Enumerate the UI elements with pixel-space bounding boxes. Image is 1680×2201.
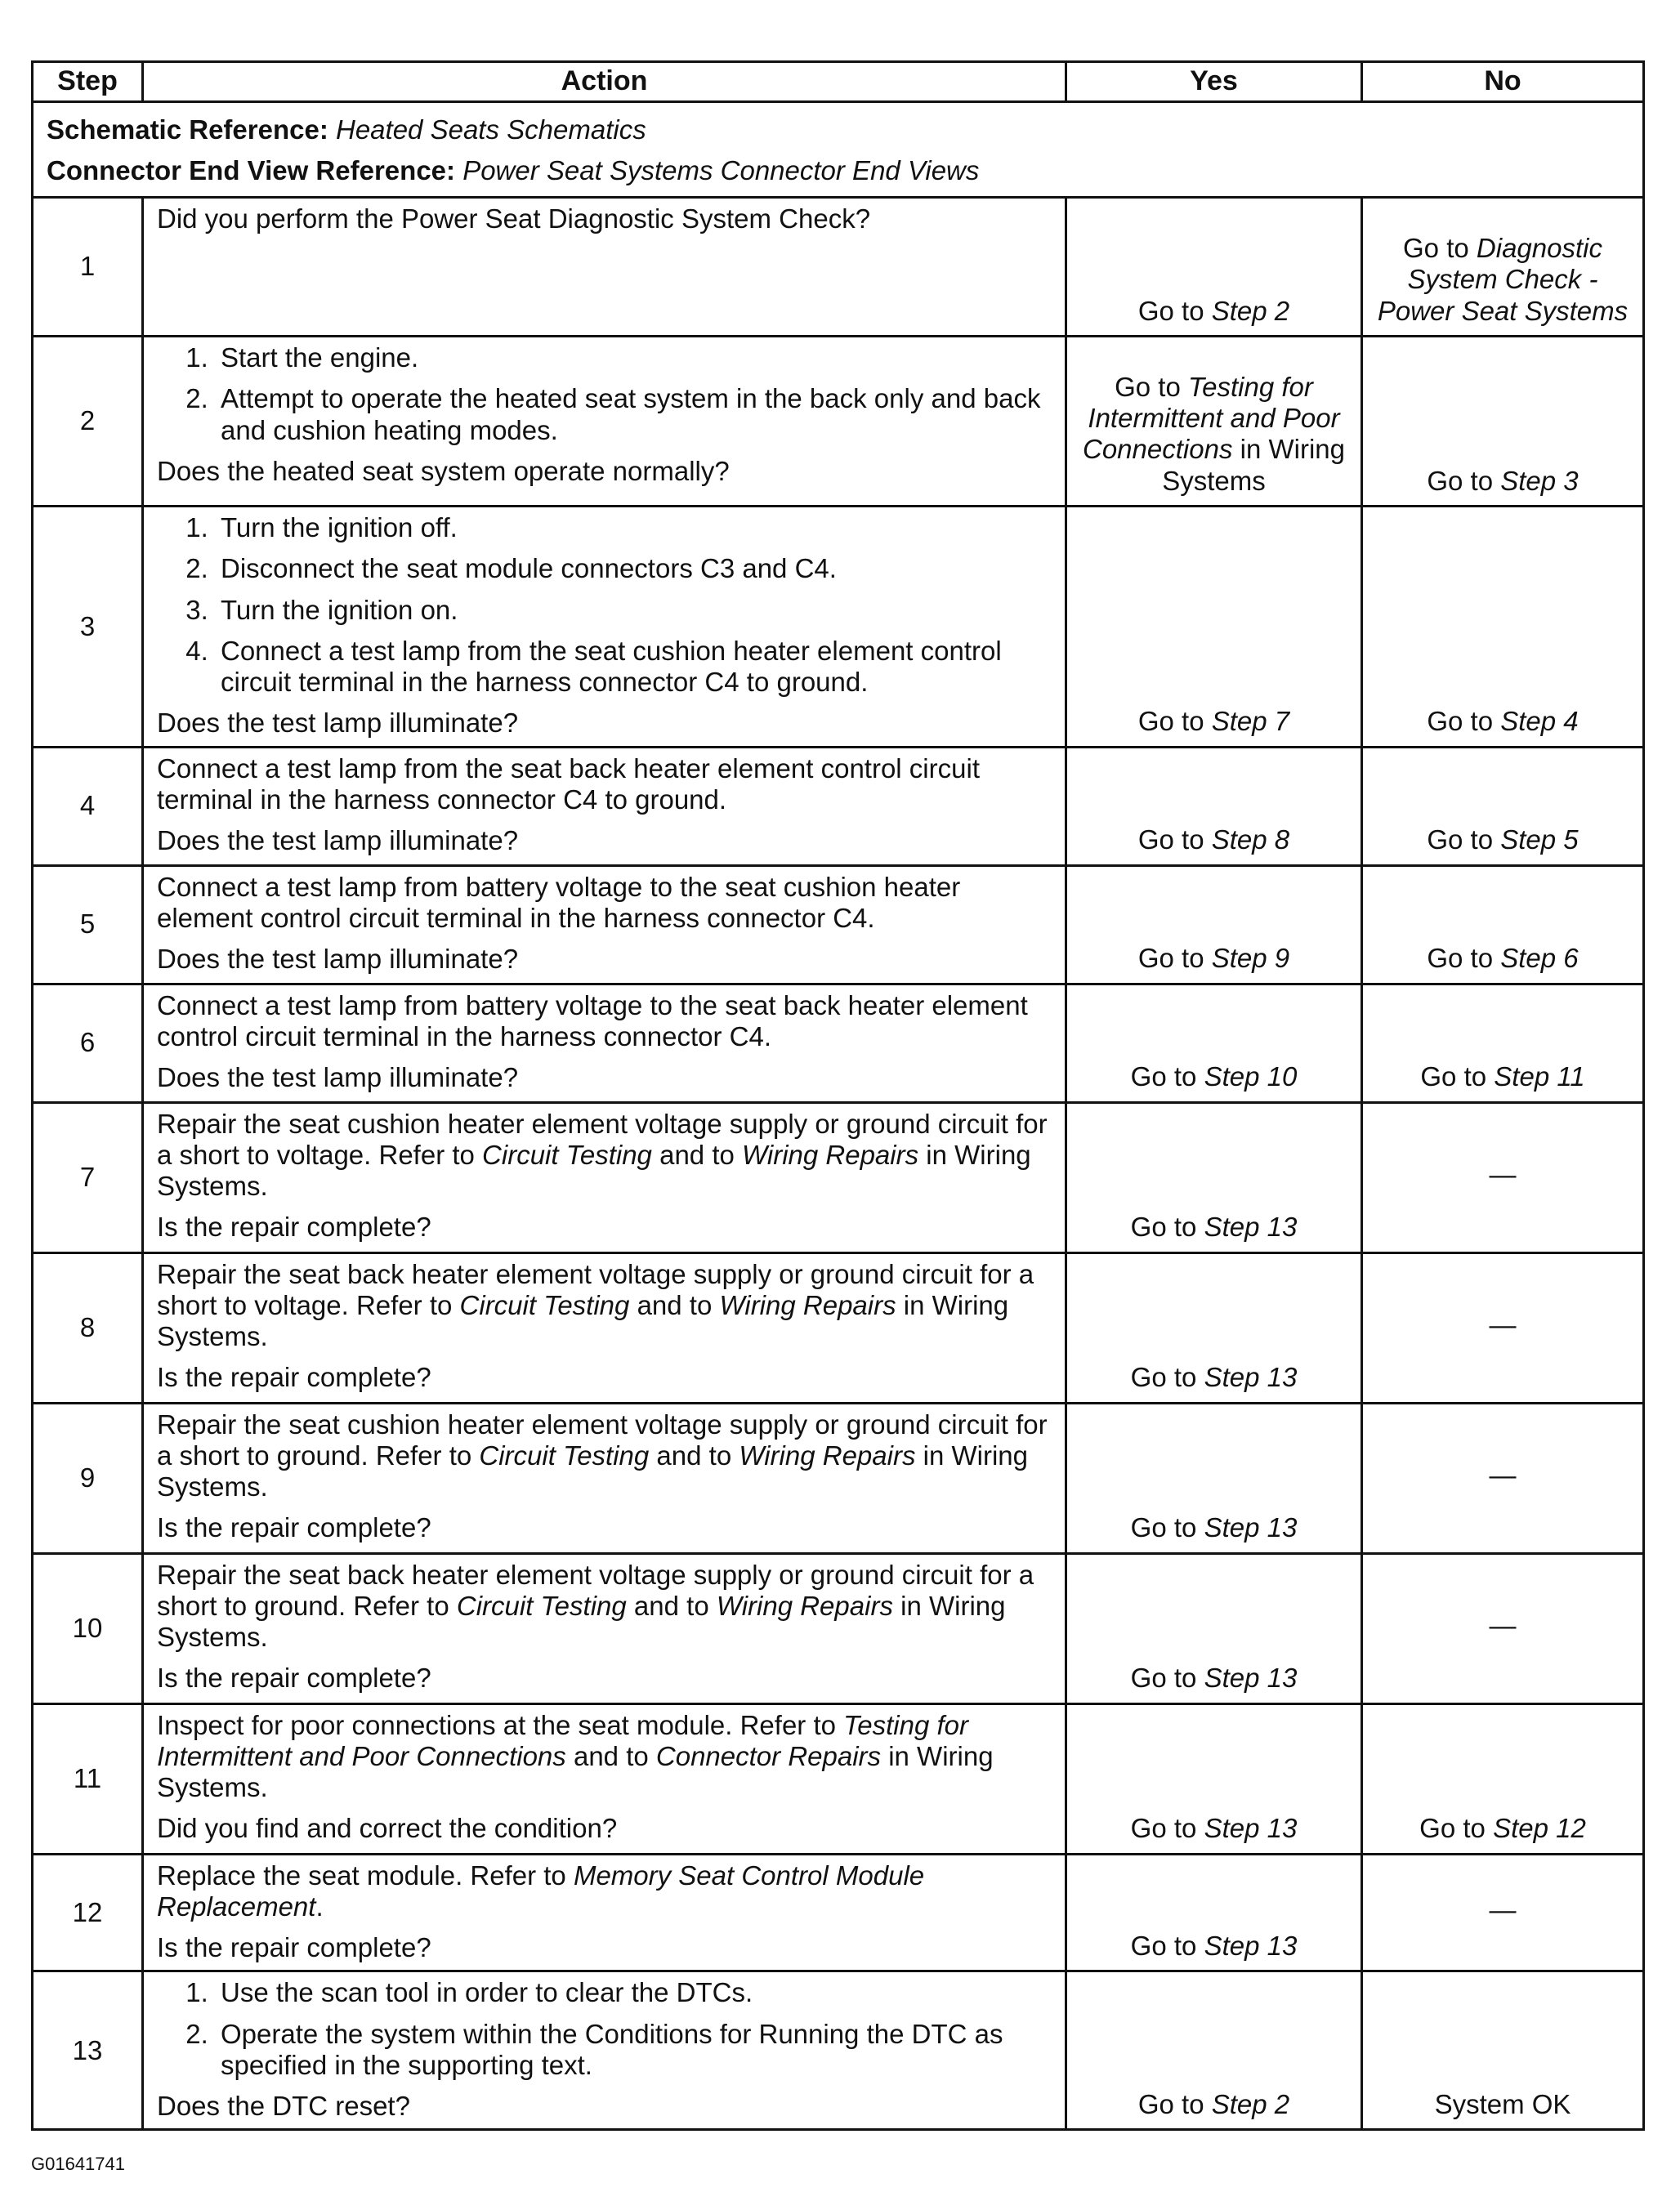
reference-link[interactable]: Circuit Testing [479,1440,650,1471]
action-cell [143,1252,1066,1403]
reference-link[interactable]: Step 6 [1500,943,1579,974]
text-run: Does the test lamp illuminate? [157,944,519,975]
header-action: Action [143,62,1066,102]
text-run: in Wiring Systems. [157,1289,1009,1352]
action-question [157,1062,1052,1093]
yes-outcome-text [1074,372,1354,497]
yes-outcome-text [1074,296,1354,327]
action-cell [143,1553,1066,1703]
text-run: Go to [1130,1663,1204,1694]
action-steps-list [157,512,1052,698]
action-cell [143,747,1066,865]
yes-outcome-text [1074,1512,1354,1543]
step-number: 11 [33,1703,143,1854]
reference-link[interactable]: Step 11 [1494,1061,1585,1092]
no-outcome [1362,507,1644,748]
yes-outcome-text [1074,1362,1354,1393]
action-instruction [157,1710,1052,1804]
text-run: Is the repair complete? [157,1512,431,1543]
action-question [157,1362,1052,1393]
action-cell [143,1854,1066,1971]
no-outcome [1362,747,1644,865]
text-run: Did you perform the Power Seat Diagnostic System Check? [157,203,871,234]
reference-link[interactable]: Circuit Testing [482,1139,652,1170]
action-question [157,2091,1052,2122]
text-run: Go to [1420,1061,1495,1092]
reference-link[interactable]: Step 13 [1204,1813,1298,1844]
no-outcome-text [1369,233,1636,327]
action-cell [143,1971,1066,2130]
text-run: Connect a test lamp from battery voltage to the seat back heater element control circuit terminal in the harness connector C4. [157,989,1028,1051]
no-action-dash: — [1489,1894,1517,1925]
action-question [157,708,1052,739]
text-run: Connect a test lamp from the seat back heater element control circuit terminal in the harness connector C4 to ground. [157,752,980,815]
text-run: Go to [1137,706,1212,737]
yes-outcome [1066,1102,1362,1252]
yes-outcome-text [1074,2089,1354,2120]
text-run: and to [651,1139,743,1170]
yes-outcome [1066,507,1362,748]
yes-outcome [1066,1553,1362,1703]
schematic-reference-link[interactable]: Heated Seats Schematics [336,114,646,145]
yes-outcome-text [1074,1663,1354,1694]
reference-link[interactable]: Wiring Repairs [742,1139,919,1170]
action-instruction [157,1560,1052,1654]
action-instruction [157,753,1052,816]
reference-link[interactable]: Step 2 [1211,2089,1290,2120]
no-outcome-text [1369,466,1636,497]
reference-link[interactable]: Step 7 [1211,706,1290,737]
reference-link[interactable]: Diagnostic System Check - Power Seat Systems [1377,233,1629,326]
step-number: 4 [33,747,143,865]
table-row [33,1703,1644,1854]
text-run: Repair the seat cushion heater element voltage supply or ground circuit for a short to voltage. Refer to [157,1108,1048,1170]
action-question [157,1212,1052,1243]
reference-link[interactable]: Step 8 [1211,824,1290,855]
text-run: Is the repair complete? [157,1663,431,1694]
action-instruction [157,1109,1052,1203]
action-instruction [157,1259,1052,1353]
action-cell [143,865,1066,984]
reference-row [33,102,1644,198]
action-step-item: 1. Use the scan tool in order to clear the DTCs. [216,1977,1052,2008]
yes-outcome-text [1074,1061,1354,1092]
diagnostic-table [31,60,1645,2131]
text-run: Go to [1137,824,1212,855]
figure-id: G01641741 [31,2154,125,2174]
reference-cell [33,102,1644,198]
header-yes: Yes [1066,62,1362,102]
reference-link[interactable]: Circuit Testing [456,1590,627,1621]
reference-link[interactable]: Testing for Intermittent and Poor Connections [1083,371,1340,465]
yes-outcome-text [1074,1212,1354,1243]
reference-link[interactable]: Step 5 [1500,824,1579,855]
no-outcome [1362,1102,1644,1252]
no-outcome-text [1369,943,1636,974]
no-outcome [1362,1403,1644,1553]
text-run: Go to [1403,233,1477,264]
action-steps-list [157,342,1052,446]
text-run: and to [626,1590,717,1621]
table-row [33,984,1644,1102]
yes-outcome [1066,1403,1362,1553]
yes-outcome-text [1074,1813,1354,1844]
text-run: Go to [1427,943,1501,974]
text-run: Go to [1137,943,1212,974]
action-instruction [157,1409,1052,1503]
header-step: Step [33,62,143,102]
text-run: Go to [1130,1931,1204,1962]
no-outcome [1362,865,1644,984]
reference-link[interactable]: Wiring Repairs [719,1289,896,1320]
action-question [157,825,1052,856]
no-outcome [1362,1703,1644,1854]
action-steps-list [157,1977,1052,2081]
text-run: Go to [1137,295,1212,326]
table-row [33,1403,1644,1553]
action-question [157,1663,1052,1694]
no-outcome-text [1369,1061,1636,1092]
table-row [33,1252,1644,1403]
yes-outcome [1066,1252,1362,1403]
action-cell [143,1703,1066,1854]
yes-outcome-text [1074,943,1354,974]
text-run: Does the test lamp illuminate? [157,1062,519,1093]
table-row [33,865,1644,984]
action-cell [143,984,1066,1102]
step-number: 5 [33,865,143,984]
yes-outcome [1066,1854,1362,1971]
reference-link[interactable]: Step 9 [1211,943,1290,974]
table-row [33,1971,1644,2130]
text-run: Go to [1115,371,1188,402]
connector-reference-link[interactable]: Power Seat Systems Connector End Views [462,155,980,185]
no-outcome [1362,1252,1644,1403]
step-number: 13 [33,1971,143,2130]
reference-link[interactable]: Wiring Repairs [716,1590,893,1621]
text-run: Go to [1130,1212,1204,1243]
text-run: Go to [1427,706,1501,737]
action-step-item: 2. Operate the system within the Conditions for Running the DTC as specified in the supporting text. [216,2019,1052,2082]
reference-link[interactable]: Testing for Intermittent and Poor Connections [157,1709,969,1771]
text-run: Go to [1137,2089,1212,2120]
action-question [157,1512,1052,1543]
step-number: 10 [33,1553,143,1703]
step-number: 1 [33,198,143,337]
action-instruction [157,990,1052,1053]
yes-outcome [1066,747,1362,865]
text-run: Repair the seat cushion heater element voltage supply or ground circuit for a short to ground. Refer to [157,1409,1048,1471]
action-instruction [157,203,1052,234]
text-run: Repair the seat back heater element voltage supply or ground circuit for a short to voltage. Refer to [157,1258,1034,1320]
reference-link[interactable]: Connector Repairs [655,1740,882,1771]
step-number: 6 [33,984,143,1102]
reference-link[interactable]: Step 4 [1500,706,1579,737]
yes-outcome [1066,1703,1362,1854]
table-row [33,747,1644,865]
yes-outcome [1066,337,1362,507]
no-outcome-text [1369,2089,1636,2120]
no-outcome-text [1369,824,1636,855]
action-step-item: 2. Attempt to operate the heated seat system in the back only and back and cushion heating modes. [216,383,1052,446]
text-run: Does the heated seat system operate normally? [157,455,730,486]
reference-link[interactable]: Step 13 [1204,1212,1298,1243]
step-number: 8 [33,1252,143,1403]
action-question [157,1813,1052,1844]
yes-outcome-text [1074,824,1354,855]
text-run: in Wiring Systems. [157,1440,1028,1502]
no-outcome [1362,198,1644,337]
table-row [33,1102,1644,1252]
action-step-item: 1. Start the engine. [216,342,1052,373]
table-header-row [33,62,1644,102]
action-cell [143,198,1066,337]
action-step-item: 1. Turn the ignition off. [216,512,1052,543]
step-number: 7 [33,1102,143,1252]
no-action-dash: — [1489,1159,1517,1190]
table-row [33,1553,1644,1703]
text-run: Go to [1130,1362,1204,1393]
no-outcome [1362,337,1644,507]
text-run: Does the test lamp illuminate? [157,825,519,856]
text-run: Go to [1130,1813,1204,1844]
text-run: Does the DTC reset? [157,2091,410,2122]
no-action-dash: — [1489,1309,1517,1340]
text-run: Go to [1130,1061,1204,1092]
text-run: Connect a test lamp from battery voltage to the seat cushion heater element control circuit terminal in the harness connector C4. [157,871,961,933]
no-outcome-text [1369,706,1636,737]
yes-outcome [1066,198,1362,337]
header-no: No [1362,62,1644,102]
text-run: and to [629,1289,720,1320]
table-row [33,337,1644,507]
yes-outcome [1066,1971,1362,2130]
action-instruction [157,1860,1052,1923]
step-number: 9 [33,1403,143,1553]
text-run: Go to [1427,824,1501,855]
action-cell [143,1102,1066,1252]
text-run: Replace the seat module. Refer to [157,1859,574,1891]
text-run: Inspect for poor connections at the seat module. Refer to [157,1709,844,1740]
no-outcome [1362,1553,1644,1703]
no-outcome-text [1369,1813,1636,1844]
action-cell [143,337,1066,507]
action-step-item: 3. Turn the ignition on. [216,595,1052,626]
action-question [157,456,1052,487]
reference-link[interactable]: Step 2 [1211,295,1290,326]
schematic-reference-label: Schematic Reference: [47,114,328,145]
no-outcome [1362,1971,1644,2130]
connector-reference-label: Connector End View Reference: [47,155,456,185]
text-run: in Wiring Systems. [157,1139,1031,1202]
table-row [33,507,1644,748]
text-run: Is the repair complete? [157,1212,431,1243]
no-action-dash: — [1489,1609,1517,1641]
no-action-dash: — [1489,1459,1517,1490]
action-cell [143,1403,1066,1553]
schematic-reference [47,109,1629,150]
table-row [33,198,1644,337]
action-instruction [157,872,1052,935]
text-run: in Wiring Systems. [157,1740,994,1803]
reference-link[interactable]: Step 13 [1204,1512,1298,1543]
no-outcome [1362,1854,1644,1971]
text-run: Is the repair complete? [157,1932,431,1963]
step-number: 12 [33,1854,143,1971]
diagnostic-table-sheet [31,60,1642,2131]
reference-link[interactable]: Step 13 [1204,1931,1298,1962]
reference-link[interactable]: Step 10 [1204,1061,1298,1092]
connector-reference [47,150,1629,191]
reference-link[interactable]: Step 3 [1500,465,1579,496]
step-number: 3 [33,507,143,748]
reference-link[interactable]: Memory Seat Control Module Replacement [157,1859,925,1922]
action-step-item: 4. Connect a test lamp from the seat cushion heater element control circuit terminal in the harness connector C4 to ground. [216,636,1052,699]
text-run: . [315,1891,324,1922]
yes-outcome-text [1074,706,1354,737]
reference-link[interactable]: Circuit Testing [459,1289,630,1320]
action-question [157,944,1052,975]
text-run: Is the repair complete? [157,1362,431,1393]
step-number: 2 [33,337,143,507]
text-run: and to [649,1440,739,1471]
text-run: System OK [1434,2089,1571,2120]
text-run: Go to [1427,465,1501,496]
action-step-item: 2. Disconnect the seat module connectors C3 and C4. [216,553,1052,584]
reference-link[interactable]: Wiring Repairs [739,1440,916,1471]
text-run: Repair the seat back heater element voltage supply or ground circuit for a short to ground. Refer to [157,1559,1034,1621]
yes-outcome-text [1074,1931,1354,1962]
no-outcome [1362,984,1644,1102]
action-cell [143,507,1066,748]
action-question [157,1932,1052,1963]
text-run: Go to [1419,1813,1494,1844]
yes-outcome [1066,865,1362,984]
table-row [33,1854,1644,1971]
text-run: Did you find and correct the condition? [157,1813,618,1844]
text-run: Does the test lamp illuminate? [157,708,519,739]
text-run: Go to [1130,1512,1204,1543]
reference-link[interactable]: Step 13 [1204,1663,1298,1694]
text-run: in Wiring Systems [1162,434,1345,496]
text-run: in Wiring Systems. [157,1590,1006,1653]
reference-link[interactable]: Step 13 [1204,1362,1298,1393]
text-run: and to [565,1740,656,1771]
reference-link[interactable]: Step 12 [1493,1813,1586,1844]
yes-outcome [1066,984,1362,1102]
